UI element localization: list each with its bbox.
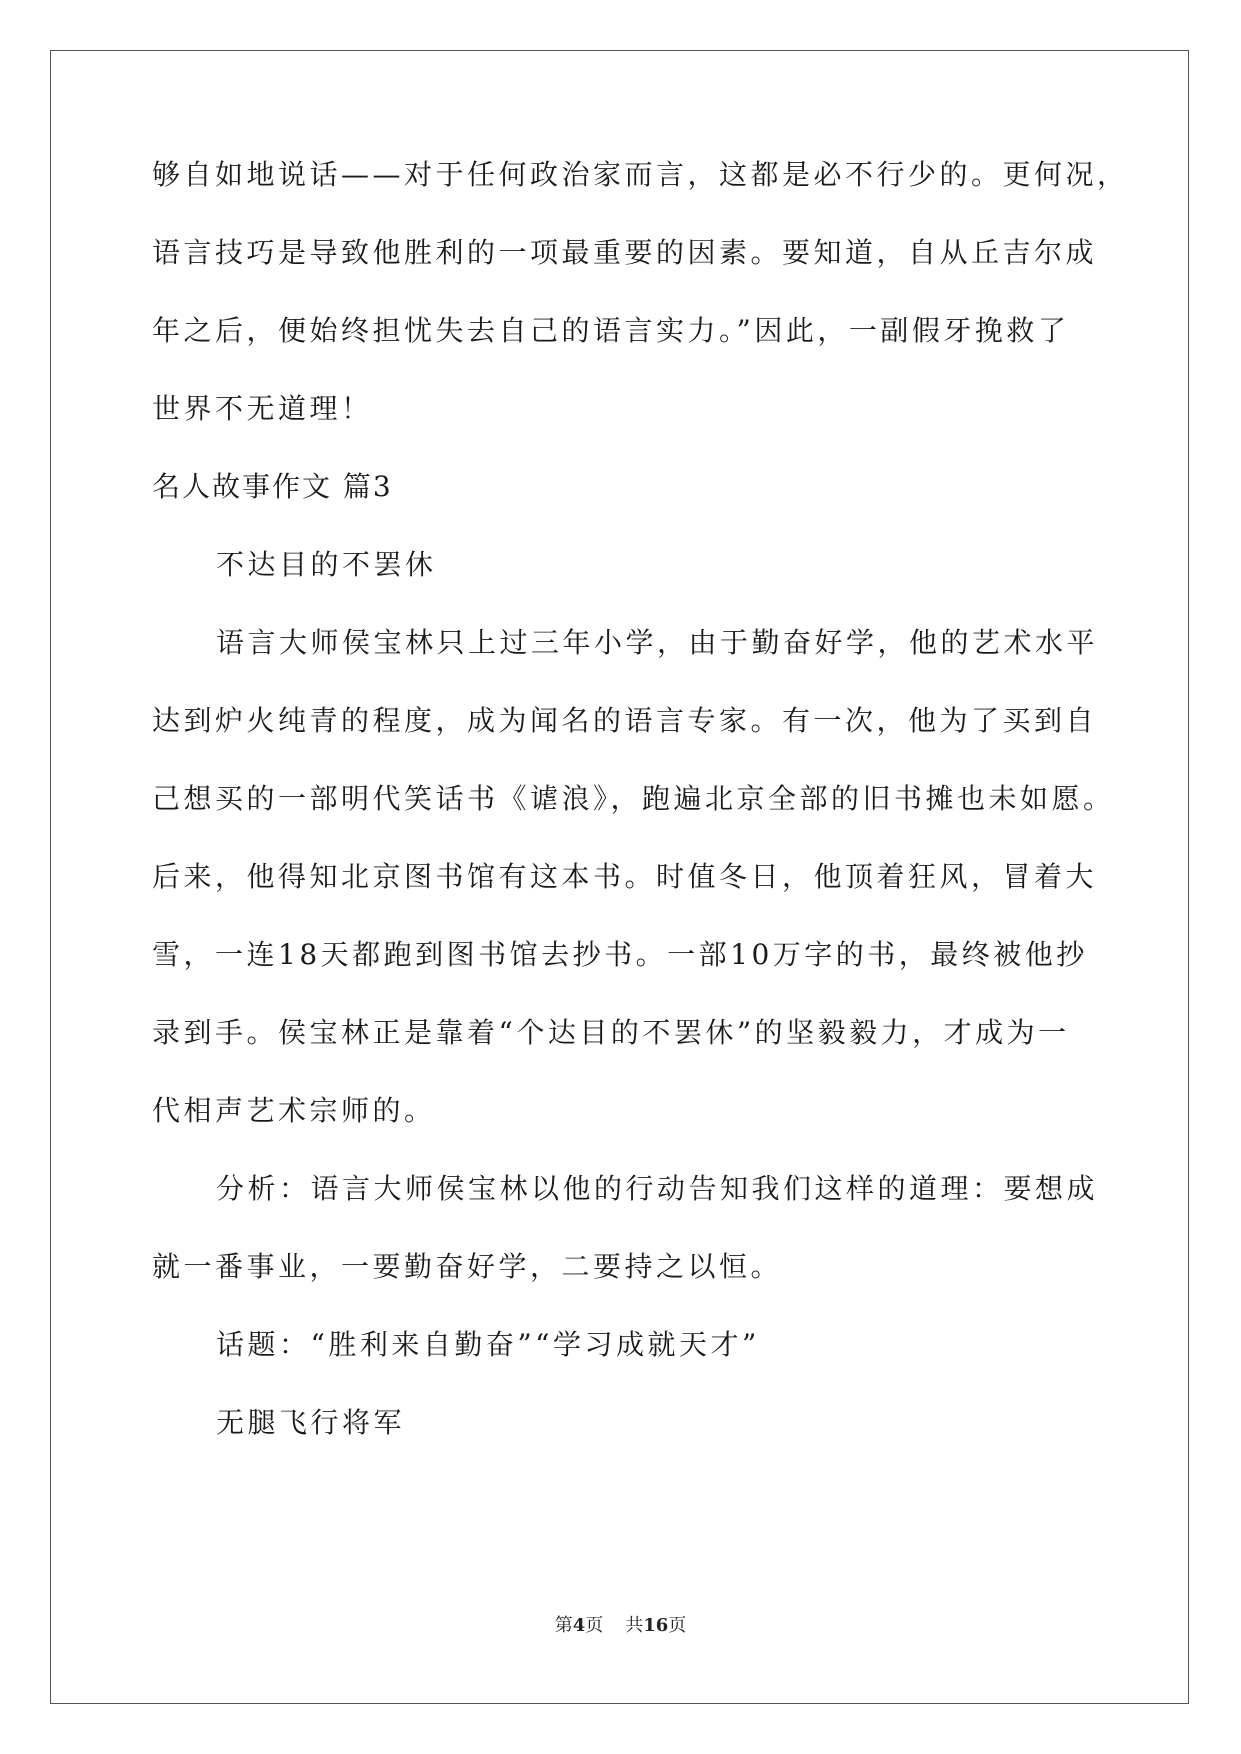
total-suffix: 页: [668, 1615, 687, 1636]
topic-line: 话题：“胜利来自勤奋”“学习成就天才”: [216, 1328, 760, 1361]
text-line: 年之后，便始终担忧失去自己的语言实力。”因此，一副假牙挽救了: [152, 314, 1070, 347]
text-line: 语言大师侯宝林只上过三年小学，由于勤奋好学，他的艺术水平: [216, 626, 1099, 659]
story-title: 不达目的不罢休: [216, 548, 437, 581]
page-prefix: 第: [554, 1615, 573, 1636]
story-title: 无腿飞行将军: [216, 1406, 406, 1439]
document-body: [152, 155, 1129, 1481]
section-heading: 名人故事作文 篇3: [152, 470, 393, 503]
total-pages: 16: [643, 1615, 669, 1636]
total-prefix: 共: [625, 1615, 644, 1636]
text-line: 语言技巧是导致他胜利的一项最重要的因素。要知道，自从丘吉尔成: [152, 236, 1098, 269]
text-line: 后来，他得知北京图书馆有这本书。时值冬日，他顶着狂风，冒着大: [152, 860, 1098, 893]
analysis-line: 分析：语言大师侯宝林以他的行动告知我们这样的道理：要想成: [216, 1172, 1099, 1205]
text-line: 够自如地说话——对于任何政治家而言，这都是必不行少的。更何况，: [152, 158, 1129, 191]
page-footer: [0, 1614, 1241, 1638]
text-line: 达到炉火纯青的程度，成为闻名的语言专家。有一次，他为了买到自: [152, 704, 1098, 737]
text-line: 己想买的一部明代笑话书《谑浪》，跑遍北京全部的旧书摊也未如愿。: [152, 782, 1115, 815]
page-number: 4: [572, 1615, 586, 1636]
page-suffix: 页: [585, 1615, 604, 1636]
text-line: 就一番事业，一要勤奋好学，二要持之以恒。: [152, 1250, 783, 1283]
text-line: 雪，一连18天都跑到图书馆去抄书。一部10万字的书，最终被他抄: [152, 938, 1088, 971]
text-line: 世界不无道理！: [152, 392, 373, 425]
text-line: 录到手。侯宝林正是靠着“个达目的不罢休”的坚毅毅力，才成为一: [152, 1016, 1070, 1049]
text-line: 代相声艺术宗师的。: [152, 1094, 436, 1127]
